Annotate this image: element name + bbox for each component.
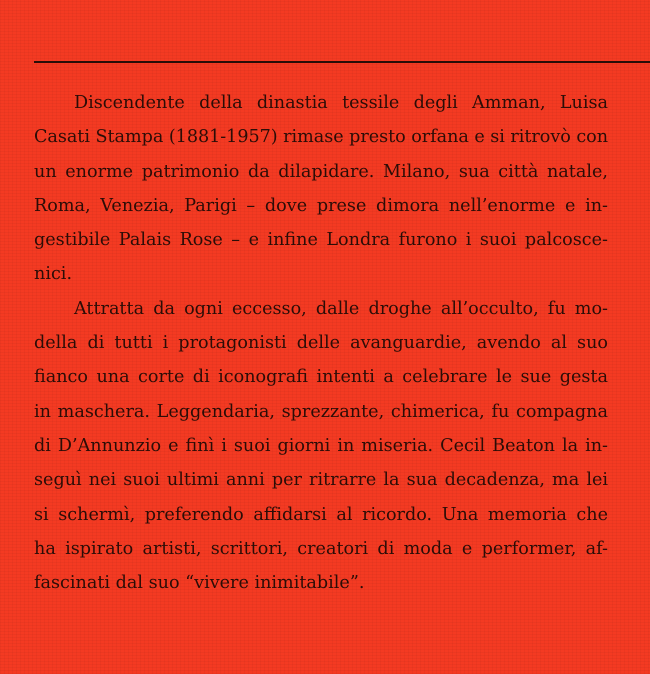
text-line: fianco una corte di iconografi intenti a celebrare le sue gesta [34,367,608,388]
text-line: ha ispirato artisti, scrittori, creatori di moda e performer, af- [34,538,608,559]
text-line: un enorme patrimonio da dilapidare. Milano, sua città natale, [34,161,608,182]
text-line: della di tutti i protagonisti delle avanguardie, avendo al suo [34,333,608,354]
text-line: fascinati dal suo “vivere inimitabile”. [34,573,365,594]
text-line: gestibile Palais Rose – e infine Londra furono i suoi palcosce- [34,230,608,251]
text-line: Roma, Venezia, Parigi – dove prese dimora nell’enorme e in- [34,195,608,216]
text-line: in maschera. Leggendaria, sprezzante, chimerica, fu compagna [34,401,608,422]
text-line: seguì nei suoi ultimi anni per ritrarre la sua decadenza, ma lei [34,470,608,491]
text-line: nici. [34,264,73,285]
paragraph-2 [34,292,608,601]
text-line: Discendente della dinastia tessile degli Amman, Luisa [74,93,608,113]
top-rule [34,61,650,63]
text-line: di D’Annunzio e finì i suoi giorni in miseria. Cecil Beaton la in- [34,435,608,456]
text-line: si schermì, preferendo affidarsi al ricordo. Una memoria che [34,504,608,525]
paragraph-1 [34,86,608,292]
text-line: Casati Stampa (1881-1957) rimase presto orfana e si ritrovò con [34,127,608,148]
text-line: Attratta da ogni eccesso, dalle droghe all’occulto, fu mo- [74,298,608,319]
body-text [34,86,608,600]
